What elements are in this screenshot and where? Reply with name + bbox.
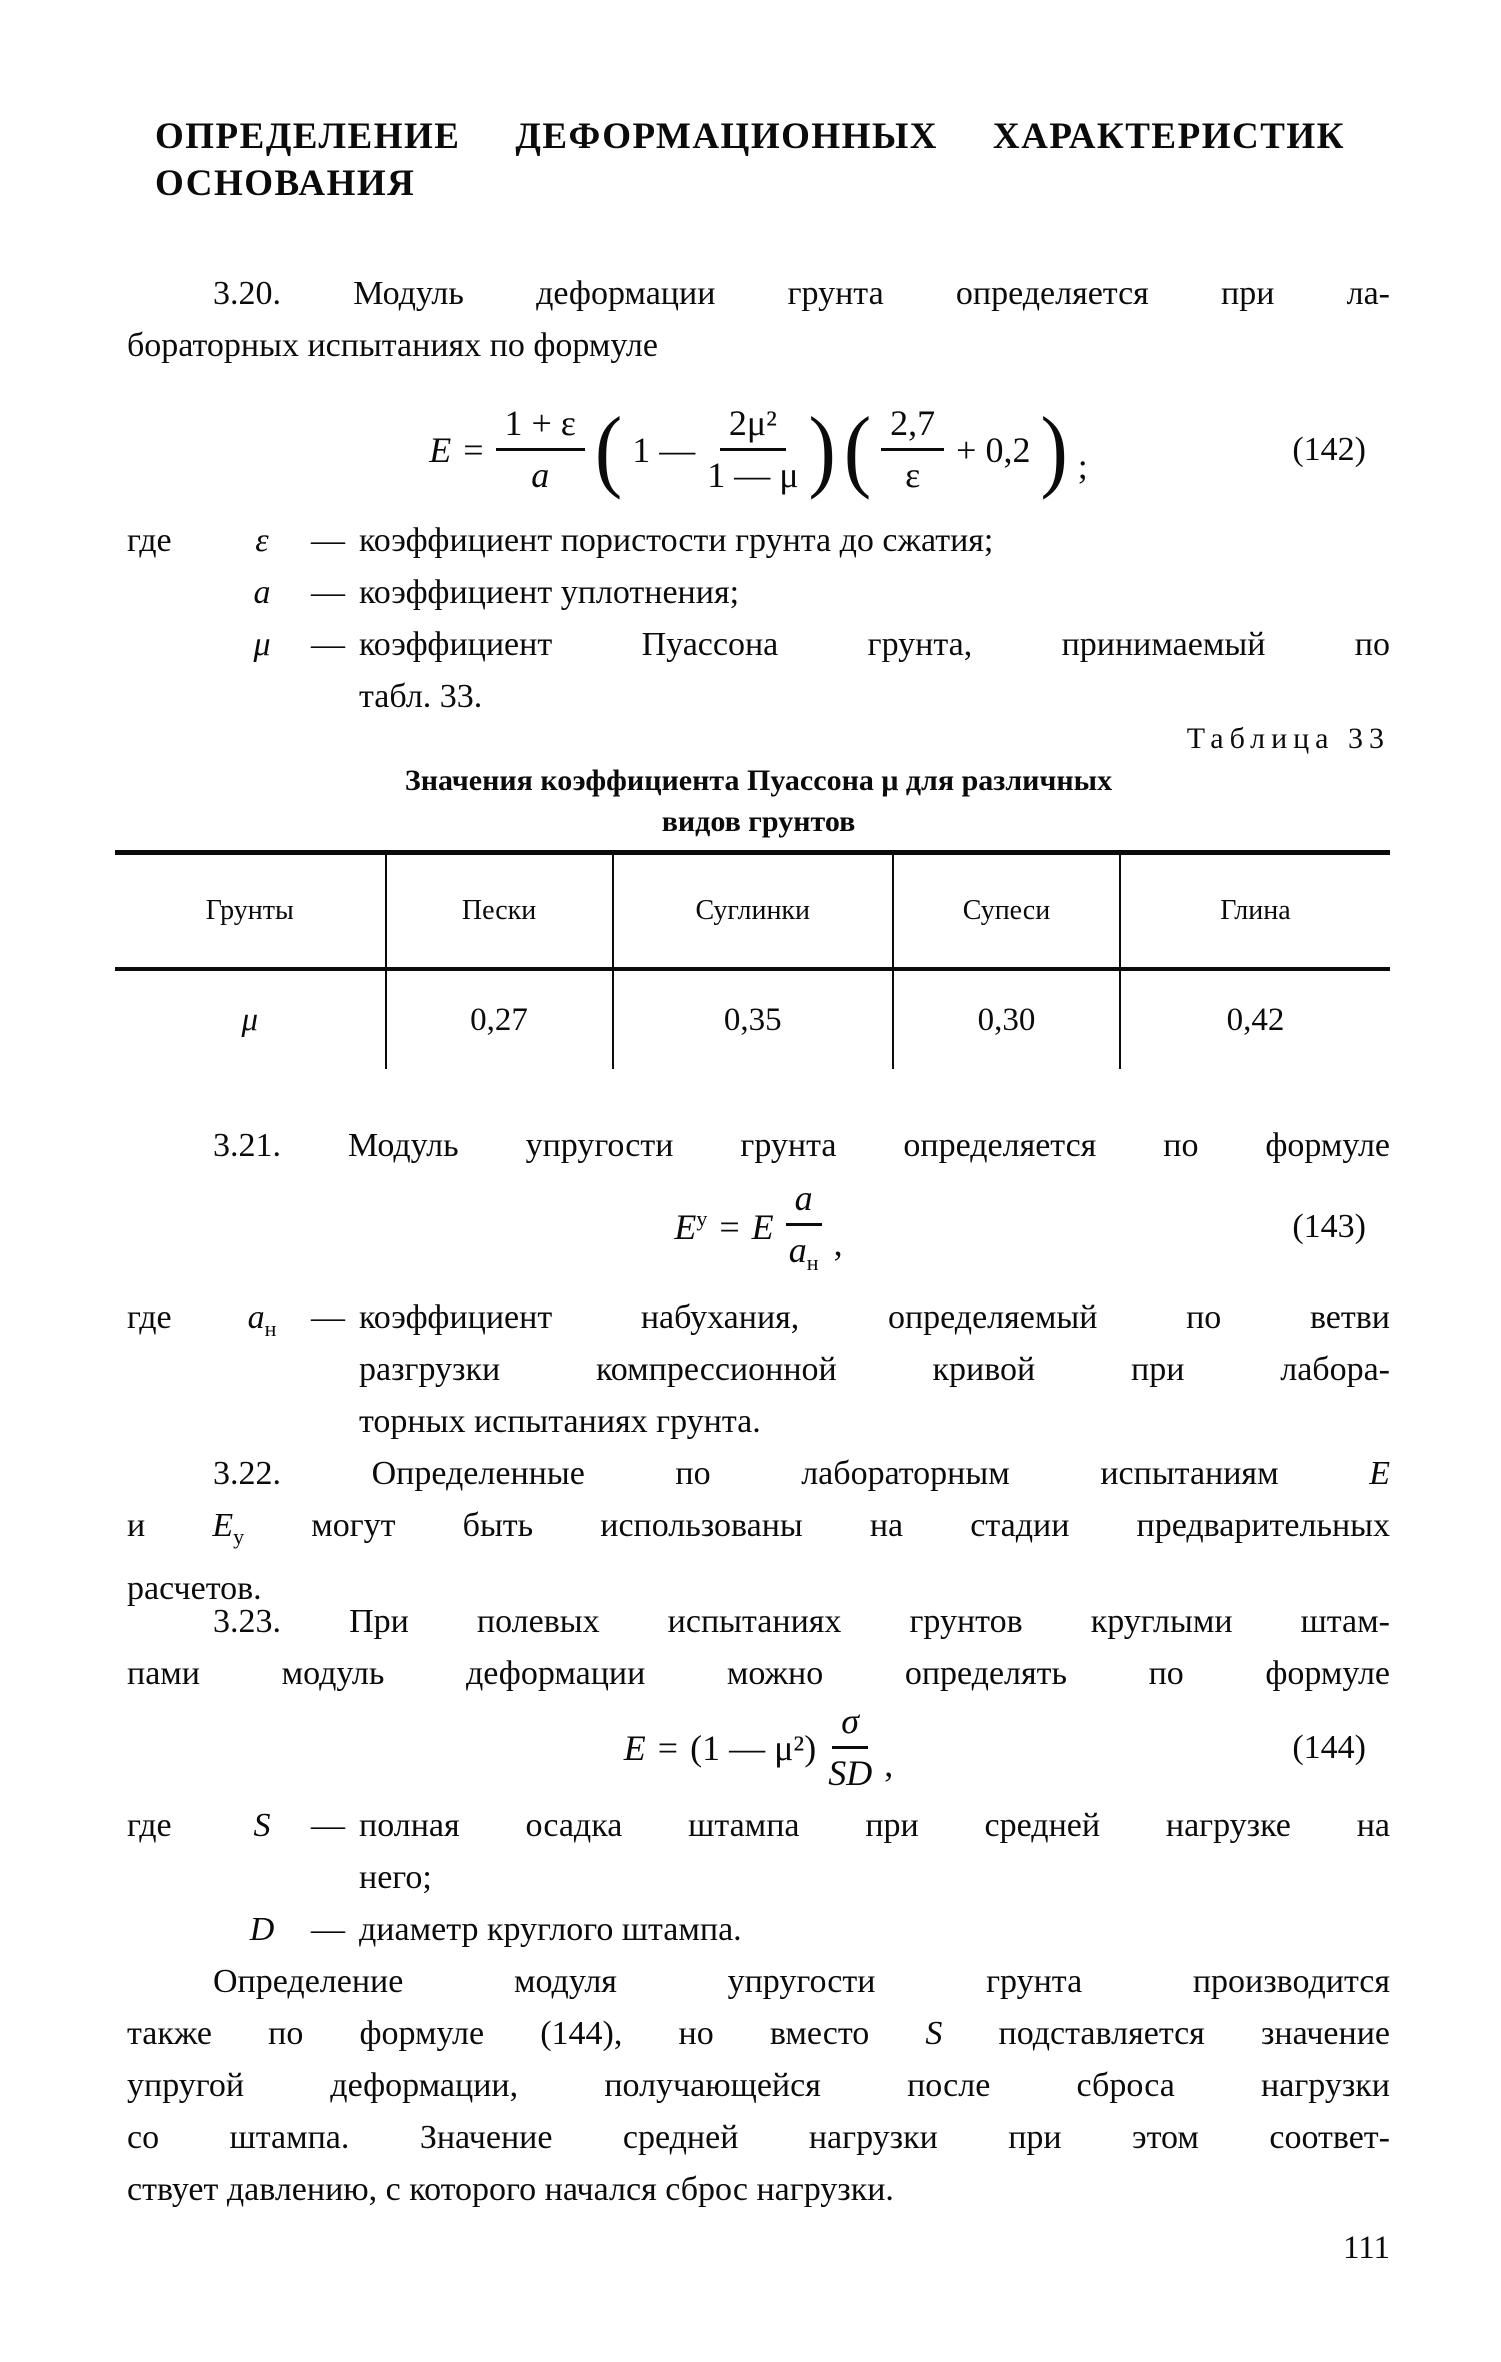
table-label: Таблица 33 [1186, 722, 1390, 755]
numerator: 2μ² [720, 405, 786, 451]
def-dash: — [311, 1299, 345, 1336]
subscript: н [806, 1249, 819, 1275]
equation-number: (144) [1292, 1729, 1366, 1766]
inline-variable: E [1369, 1455, 1390, 1492]
fraction [707, 405, 798, 495]
value-cell: 0,30 [894, 971, 1121, 1069]
numerator: a [786, 1180, 822, 1226]
big-paren-open: ( [594, 398, 623, 501]
body-line: расчетов. [127, 1569, 262, 1607]
denominator: SD [828, 1753, 873, 1793]
value-cell: 0,35 [614, 971, 895, 1069]
table-title [127, 760, 1390, 842]
header-cell: Суглинки [614, 855, 895, 967]
def-keyword: где [127, 522, 172, 559]
definitions-142 [127, 515, 1390, 723]
def-text: полная осадка штампа при средней нагрузке на него; [359, 1807, 1390, 1896]
big-paren-close: ) [808, 398, 836, 501]
table-title-line: Значения коэффициента Пуассона μ для различных [404, 764, 1113, 797]
def-keyword: где [127, 1807, 172, 1844]
subscript: н [264, 1315, 277, 1341]
definition-row [127, 619, 1390, 723]
def-text: коэффициент Пуассона грунта, принимаемый по табл. 33. [359, 626, 1390, 715]
equals-sign: = [719, 1207, 740, 1247]
body-line: Определение модуля упругости грунта производится [213, 1963, 1390, 2000]
def-symbol: a [253, 574, 271, 611]
body-line: 3.20. Модуль деформации грунта определяется при ла- [213, 275, 1390, 312]
def-dash: — [311, 522, 345, 559]
denominator: a [531, 455, 550, 495]
definitions-s-d [127, 1800, 1390, 1956]
table-33 [115, 850, 1390, 1069]
formula-term: + 0,2 [956, 430, 1031, 470]
semicolon: ; [1077, 446, 1088, 486]
def-text: диаметр круглого штампа. [359, 1911, 742, 1948]
formula-variable: E [429, 430, 452, 470]
body-line: 3.23. При полевых испытаниях грунтов круглыми штам- [213, 1603, 1390, 1640]
def-symbol: $a_н$ [247, 1299, 277, 1341]
definition-row [127, 1904, 1390, 1956]
def-symbol: D [249, 1911, 275, 1948]
def-text: коэффициент уплотнения; [359, 574, 740, 611]
header-cell: Пески [387, 855, 614, 967]
denominator: $a_н$ [788, 1229, 819, 1275]
header-cell: Грунты [115, 855, 387, 967]
comma: , [833, 1223, 843, 1263]
formula-variable: E [623, 1728, 646, 1768]
body-line: также по формуле (144), но вместо S подставляется значение [127, 2015, 1390, 2052]
def-keyword: где [127, 1299, 172, 1336]
closing-paragraph [127, 1956, 1390, 2216]
equals-sign: = [657, 1728, 679, 1768]
numerator: 2,7 [881, 405, 944, 451]
fraction [881, 405, 944, 495]
definition-row [127, 1292, 1390, 1448]
header-cell: Глина [1220, 895, 1291, 926]
section-heading [155, 113, 1345, 207]
table-row [115, 971, 1390, 1069]
big-paren-open: ( [843, 398, 872, 501]
def-symbol: S [253, 1807, 271, 1844]
subscript: у [696, 1206, 708, 1231]
def-dash: — [311, 626, 345, 663]
def-dash: — [311, 1911, 345, 1948]
body-line: пами модуль деформации можно определять по формуле [127, 1655, 1390, 1692]
fraction [786, 1177, 822, 1275]
paragraph-3-22 [127, 1448, 1390, 1615]
body-line: 3.21. Модуль упругости грунта определяется по формуле [213, 1127, 1390, 1164]
def-symbol: ε [255, 522, 269, 559]
body-line: упругой деформации, получающейся после сброса нагрузки [127, 2067, 1390, 2104]
formula-144 [127, 1700, 1390, 1796]
formula-term: (1 — μ²) [690, 1728, 817, 1768]
inline-variable: E [212, 1507, 234, 1544]
body-line: 3.22. Определенные по лабораторным испытаниям E [213, 1455, 1390, 1492]
formula-variable: E [751, 1207, 774, 1247]
page-number: 111 [1342, 2230, 1390, 2266]
def-symbol: μ [253, 626, 271, 663]
formula-variable: E $^у$ [674, 1206, 708, 1247]
def-dash: — [311, 1807, 345, 1844]
def-text: коэффициент пористости грунта до сжатия; [359, 522, 994, 559]
header-cell: Супеси [894, 855, 1121, 967]
body-line: со штампа. Значение средней нагрузки при этом соответ- [127, 2119, 1390, 2156]
row-label-cell: μ [115, 971, 387, 1069]
equals-sign: = [463, 430, 484, 470]
value-cell: 0,27 [387, 971, 614, 1069]
big-paren-close: ) [1040, 398, 1068, 501]
comma: , [884, 1744, 894, 1784]
subscript: у [233, 1523, 245, 1549]
value-cell: 0,42 [1226, 1001, 1285, 1038]
text-column [127, 0, 1390, 2362]
formula-142 [127, 388, 1390, 512]
denominator: ε [905, 455, 921, 495]
heading-line-2: ОСНОВАНИЯ [155, 163, 416, 204]
formula-143 [127, 1168, 1390, 1286]
fraction [496, 405, 585, 495]
paragraph-3-21 [127, 1120, 1390, 1172]
table-title-line: видов грунтов [661, 805, 856, 838]
numerator: σ [832, 1703, 868, 1749]
equation-number: (142) [1292, 431, 1366, 468]
equation-number: (143) [1292, 1208, 1366, 1245]
body-line: ствует давлению, с которого начался сброс нагрузки. [127, 2171, 894, 2208]
definition-row [127, 1800, 1390, 1904]
def-dash: — [311, 574, 345, 611]
definition-row [127, 515, 1390, 567]
paragraph-3-23 [127, 1596, 1390, 1700]
body-line: и $E_у$ могут быть использованы на стадии предварительных [127, 1507, 1390, 1549]
def-text: коэффициент набухания, определяемый по ветви разгрузки компрессионной кривой при лабора- торных испытаниях грунта. [359, 1299, 1390, 1440]
paragraph-3-20 [127, 268, 1390, 372]
fraction [828, 1703, 872, 1793]
numerator: 1 + ε [496, 405, 585, 451]
definitions-143 [127, 1292, 1390, 1448]
definition-row [127, 567, 1390, 619]
table-header-row [115, 855, 1390, 971]
formula-term: 1 — [632, 430, 696, 470]
body-line: бораторных испытаниях по формуле [127, 327, 658, 364]
inline-variable: S [925, 2015, 943, 2052]
heading-line-1: ОПРЕДЕЛЕНИЕ ДЕФОРМАЦИОННЫХ ХАРАКТЕРИСТИК [155, 116, 1345, 157]
denominator: 1 — μ [707, 455, 799, 495]
